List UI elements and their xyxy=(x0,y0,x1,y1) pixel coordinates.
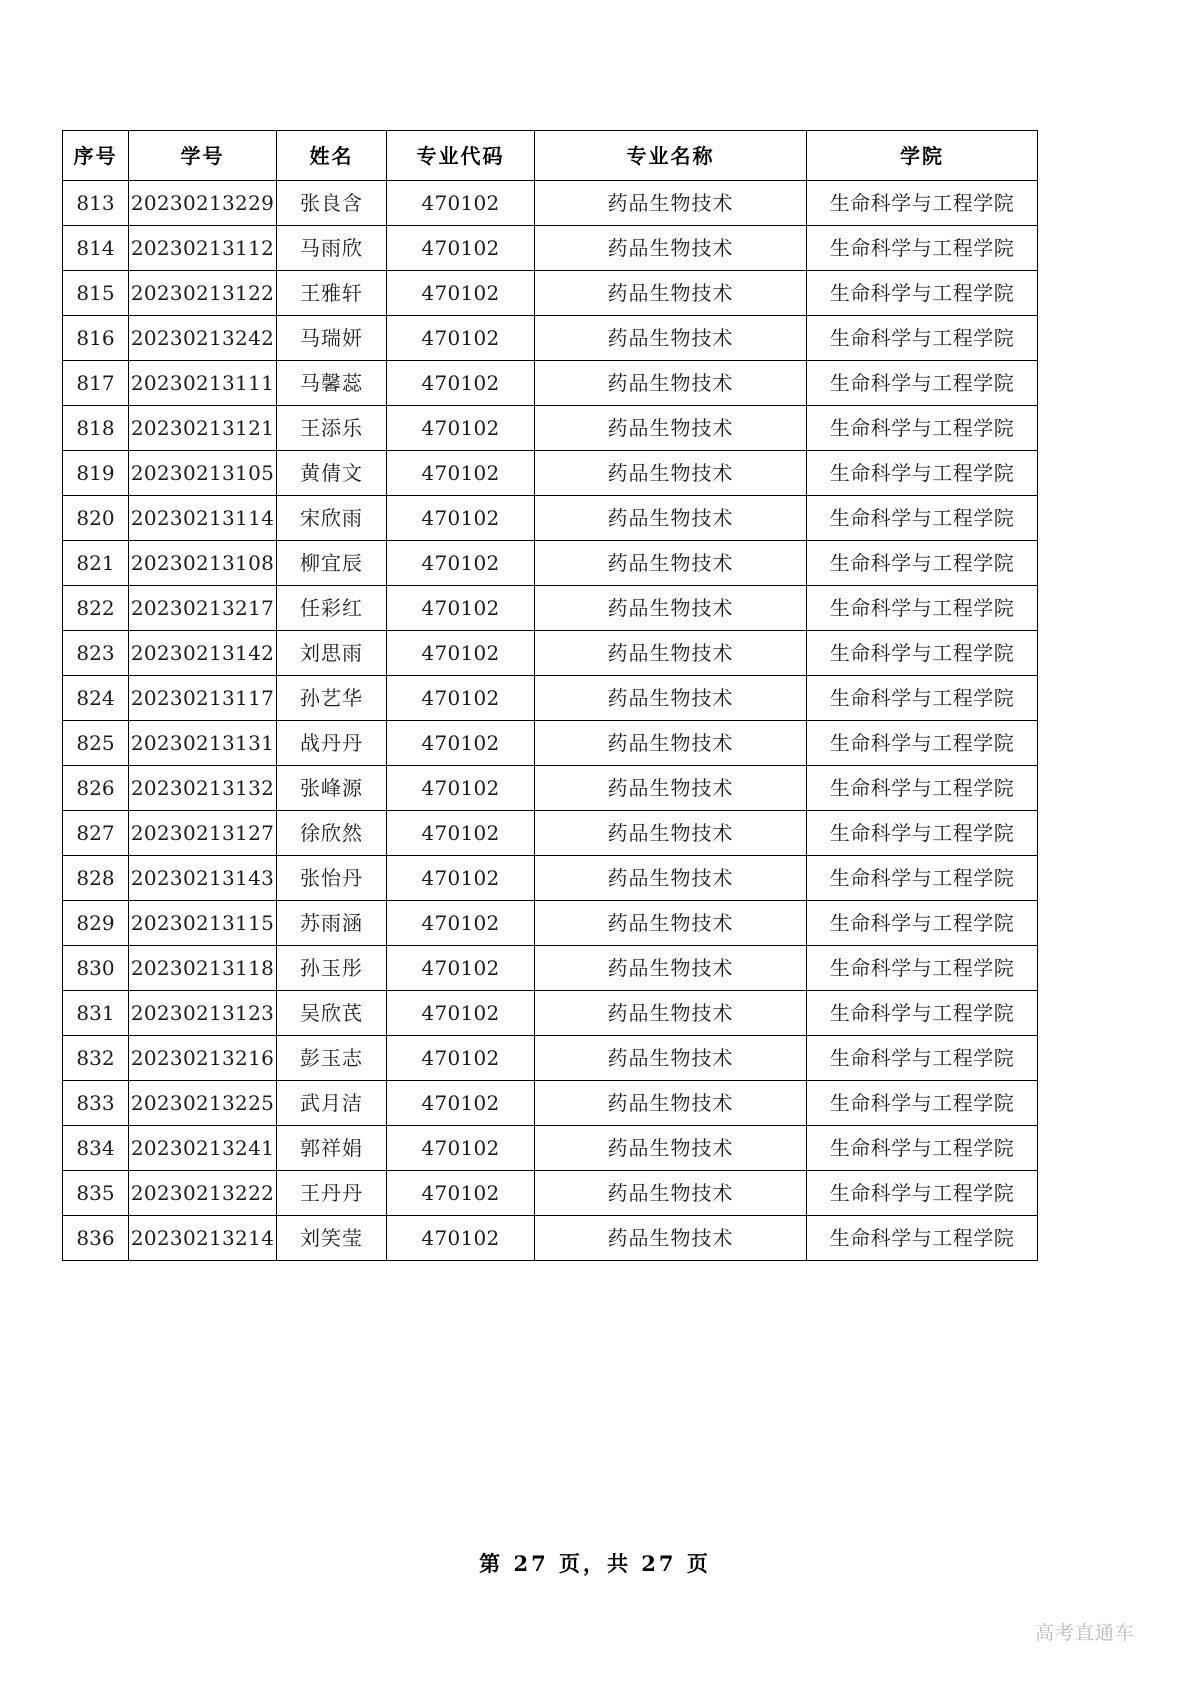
cell-mcode: 470102 xyxy=(387,406,535,451)
table-row xyxy=(63,451,1038,496)
cell-college: 生命科学与工程学院 xyxy=(807,946,1038,991)
cell-index: 827 xyxy=(63,811,129,856)
table-row xyxy=(63,586,1038,631)
cell-name: 宋欣雨 xyxy=(277,496,387,541)
cell-sid: 20230213108 xyxy=(129,541,277,586)
page-number-footer: 第 27 页，共 27 页 xyxy=(479,1551,711,1576)
cell-college: 生命科学与工程学院 xyxy=(807,1171,1038,1216)
table-row xyxy=(63,361,1038,406)
table-row xyxy=(63,946,1038,991)
cell-mcode: 470102 xyxy=(387,631,535,676)
table-row xyxy=(63,406,1038,451)
cell-name: 武月洁 xyxy=(277,1081,387,1126)
cell-mname: 药品生物技术 xyxy=(535,586,807,631)
cell-name: 马馨蕊 xyxy=(277,361,387,406)
cell-index: 826 xyxy=(63,766,129,811)
cell-name: 孙玉彤 xyxy=(277,946,387,991)
cell-index: 824 xyxy=(63,676,129,721)
cell-mcode: 470102 xyxy=(387,1081,535,1126)
table-row xyxy=(63,676,1038,721)
cell-mcode: 470102 xyxy=(387,991,535,1036)
cell-mname: 药品生物技术 xyxy=(535,811,807,856)
cell-mname: 药品生物技术 xyxy=(535,451,807,496)
cell-mname: 药品生物技术 xyxy=(535,1126,807,1171)
cell-index: 830 xyxy=(63,946,129,991)
cell-college: 生命科学与工程学院 xyxy=(807,181,1038,226)
cell-name: 孙艺华 xyxy=(277,676,387,721)
cell-college: 生命科学与工程学院 xyxy=(807,361,1038,406)
cell-mname: 药品生物技术 xyxy=(535,766,807,811)
cell-sid: 20230213216 xyxy=(129,1036,277,1081)
cell-mname: 药品生物技术 xyxy=(535,631,807,676)
cell-index: 818 xyxy=(63,406,129,451)
cell-name: 张良含 xyxy=(277,181,387,226)
column-header-name: 姓名 xyxy=(277,131,387,181)
cell-index: 813 xyxy=(63,181,129,226)
cell-mcode: 470102 xyxy=(387,676,535,721)
cell-college: 生命科学与工程学院 xyxy=(807,631,1038,676)
cell-mname: 药品生物技术 xyxy=(535,181,807,226)
cell-name: 柳宜辰 xyxy=(277,541,387,586)
cell-mcode: 470102 xyxy=(387,586,535,631)
cell-name: 刘笑莹 xyxy=(277,1216,387,1261)
cell-mcode: 470102 xyxy=(387,1216,535,1261)
cell-name: 马瑞妍 xyxy=(277,316,387,361)
cell-mcode: 470102 xyxy=(387,181,535,226)
cell-sid: 20230213111 xyxy=(129,361,277,406)
table-row xyxy=(63,1171,1038,1216)
cell-index: 834 xyxy=(63,1126,129,1171)
cell-mname: 药品生物技术 xyxy=(535,1036,807,1081)
cell-sid: 20230213143 xyxy=(129,856,277,901)
cell-index: 835 xyxy=(63,1171,129,1216)
cell-mname: 药品生物技术 xyxy=(535,406,807,451)
cell-mcode: 470102 xyxy=(387,766,535,811)
cell-index: 814 xyxy=(63,226,129,271)
cell-sid: 20230213225 xyxy=(129,1081,277,1126)
cell-mcode: 470102 xyxy=(387,946,535,991)
cell-index: 817 xyxy=(63,361,129,406)
cell-name: 王添乐 xyxy=(277,406,387,451)
cell-name: 苏雨涵 xyxy=(277,901,387,946)
cell-college: 生命科学与工程学院 xyxy=(807,1126,1038,1171)
cell-index: 829 xyxy=(63,901,129,946)
cell-sid: 20230213127 xyxy=(129,811,277,856)
cell-sid: 20230213229 xyxy=(129,181,277,226)
cell-sid: 20230213122 xyxy=(129,271,277,316)
cell-college: 生命科学与工程学院 xyxy=(807,991,1038,1036)
cell-sid: 20230213132 xyxy=(129,766,277,811)
cell-sid: 20230213214 xyxy=(129,1216,277,1261)
table-row xyxy=(63,181,1038,226)
cell-name: 刘思雨 xyxy=(277,631,387,676)
cell-mname: 药品生物技术 xyxy=(535,541,807,586)
cell-sid: 20230213121 xyxy=(129,406,277,451)
table-row xyxy=(63,766,1038,811)
column-header-index: 序号 xyxy=(63,131,129,181)
cell-index: 820 xyxy=(63,496,129,541)
cell-index: 836 xyxy=(63,1216,129,1261)
cell-mcode: 470102 xyxy=(387,271,535,316)
cell-college: 生命科学与工程学院 xyxy=(807,226,1038,271)
cell-name: 王丹丹 xyxy=(277,1171,387,1216)
cell-index: 828 xyxy=(63,856,129,901)
cell-index: 823 xyxy=(63,631,129,676)
cell-mname: 药品生物技术 xyxy=(535,361,807,406)
cell-index: 816 xyxy=(63,316,129,361)
cell-mcode: 470102 xyxy=(387,1036,535,1081)
cell-name: 彭玉志 xyxy=(277,1036,387,1081)
cell-mcode: 470102 xyxy=(387,856,535,901)
table-row xyxy=(63,811,1038,856)
table-row xyxy=(63,1216,1038,1261)
cell-mcode: 470102 xyxy=(387,811,535,856)
cell-index: 819 xyxy=(63,451,129,496)
cell-name: 张怡丹 xyxy=(277,856,387,901)
cell-sid: 20230213217 xyxy=(129,586,277,631)
cell-sid: 20230213105 xyxy=(129,451,277,496)
cell-sid: 20230213114 xyxy=(129,496,277,541)
cell-index: 825 xyxy=(63,721,129,766)
cell-mname: 药品生物技术 xyxy=(535,316,807,361)
watermark-label: 高考直通车 xyxy=(1034,1622,1135,1644)
cell-college: 生命科学与工程学院 xyxy=(807,586,1038,631)
cell-mcode: 470102 xyxy=(387,1171,535,1216)
table-row xyxy=(63,901,1038,946)
cell-college: 生命科学与工程学院 xyxy=(807,1036,1038,1081)
cell-college: 生命科学与工程学院 xyxy=(807,451,1038,496)
cell-college: 生命科学与工程学院 xyxy=(807,856,1038,901)
cell-mname: 药品生物技术 xyxy=(535,856,807,901)
table-row xyxy=(63,271,1038,316)
table-row xyxy=(63,1036,1038,1081)
cell-mcode: 470102 xyxy=(387,316,535,361)
table-row xyxy=(63,316,1038,361)
table-row xyxy=(63,496,1038,541)
cell-name: 战丹丹 xyxy=(277,721,387,766)
column-header-major-code: 专业代码 xyxy=(387,131,535,181)
cell-name: 张峰源 xyxy=(277,766,387,811)
cell-mname: 药品生物技术 xyxy=(535,1216,807,1261)
table-header xyxy=(63,131,1038,181)
cell-name: 任彩红 xyxy=(277,586,387,631)
cell-name: 马雨欣 xyxy=(277,226,387,271)
cell-sid: 20230213242 xyxy=(129,316,277,361)
cell-mcode: 470102 xyxy=(387,496,535,541)
cell-index: 821 xyxy=(63,541,129,586)
cell-college: 生命科学与工程学院 xyxy=(807,901,1038,946)
cell-mname: 药品生物技术 xyxy=(535,271,807,316)
column-header-student-id: 学号 xyxy=(129,131,277,181)
cell-college: 生命科学与工程学院 xyxy=(807,721,1038,766)
cell-sid: 20230213115 xyxy=(129,901,277,946)
cell-college: 生命科学与工程学院 xyxy=(807,766,1038,811)
cell-mcode: 470102 xyxy=(387,226,535,271)
cell-mname: 药品生物技术 xyxy=(535,1171,807,1216)
cell-name: 黄倩文 xyxy=(277,451,387,496)
cell-index: 815 xyxy=(63,271,129,316)
cell-mname: 药品生物技术 xyxy=(535,721,807,766)
cell-index: 822 xyxy=(63,586,129,631)
table-row xyxy=(63,1081,1038,1126)
cell-index: 831 xyxy=(63,991,129,1036)
cell-college: 生命科学与工程学院 xyxy=(807,496,1038,541)
cell-sid: 20230213222 xyxy=(129,1171,277,1216)
column-header-college: 学院 xyxy=(807,131,1038,181)
cell-name: 徐欣然 xyxy=(277,811,387,856)
table-row xyxy=(63,721,1038,766)
cell-sid: 20230213118 xyxy=(129,946,277,991)
cell-index: 832 xyxy=(63,1036,129,1081)
cell-mcode: 470102 xyxy=(387,541,535,586)
cell-sid: 20230213142 xyxy=(129,631,277,676)
cell-sid: 20230213112 xyxy=(129,226,277,271)
cell-college: 生命科学与工程学院 xyxy=(807,1216,1038,1261)
cell-mname: 药品生物技术 xyxy=(535,946,807,991)
cell-mname: 药品生物技术 xyxy=(535,901,807,946)
cell-sid: 20230213131 xyxy=(129,721,277,766)
cell-mcode: 470102 xyxy=(387,361,535,406)
table-row xyxy=(63,856,1038,901)
cell-index: 833 xyxy=(63,1081,129,1126)
cell-mname: 药品生物技术 xyxy=(535,1081,807,1126)
cell-mcode: 470102 xyxy=(387,451,535,496)
cell-college: 生命科学与工程学院 xyxy=(807,271,1038,316)
cell-name: 吴欣芪 xyxy=(277,991,387,1036)
table-row xyxy=(63,226,1038,271)
cell-college: 生命科学与工程学院 xyxy=(807,811,1038,856)
cell-name: 王雅轩 xyxy=(277,271,387,316)
cell-mname: 药品生物技术 xyxy=(535,226,807,271)
table-row xyxy=(63,1126,1038,1171)
cell-mname: 药品生物技术 xyxy=(535,496,807,541)
cell-sid: 20230213241 xyxy=(129,1126,277,1171)
cell-college: 生命科学与工程学院 xyxy=(807,1081,1038,1126)
cell-college: 生命科学与工程学院 xyxy=(807,316,1038,361)
cell-college: 生命科学与工程学院 xyxy=(807,541,1038,586)
cell-name: 郭祥娟 xyxy=(277,1126,387,1171)
cell-sid: 20230213123 xyxy=(129,991,277,1036)
table-header-row xyxy=(63,131,1038,181)
column-header-major-name: 专业名称 xyxy=(535,131,807,181)
cell-college: 生命科学与工程学院 xyxy=(807,676,1038,721)
table-body xyxy=(63,181,1038,1261)
table-row xyxy=(63,541,1038,586)
cell-mcode: 470102 xyxy=(387,1126,535,1171)
cell-mname: 药品生物技术 xyxy=(535,991,807,1036)
cell-college: 生命科学与工程学院 xyxy=(807,406,1038,451)
cell-sid: 20230213117 xyxy=(129,676,277,721)
table-row xyxy=(63,991,1038,1036)
student-roster-table xyxy=(62,130,1038,1261)
cell-mname: 药品生物技术 xyxy=(535,676,807,721)
cell-mcode: 470102 xyxy=(387,901,535,946)
cell-mcode: 470102 xyxy=(387,721,535,766)
table-row xyxy=(63,631,1038,676)
